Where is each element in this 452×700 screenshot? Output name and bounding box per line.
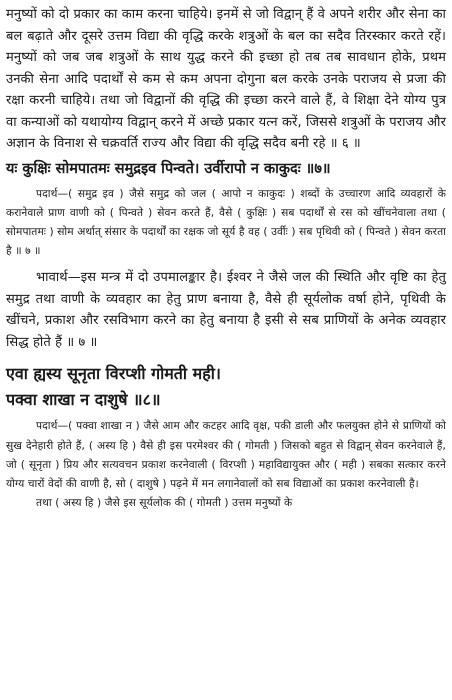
continuation-line: तथा ( अस्य हि ) जैसे इस सूर्यलोक की ( गोमती ) उत्तम मनुष्यों के	[36, 497, 293, 510]
bhavartha-6-paragraph: मनुष्यों को दो प्रकार का काम करना चाहिये। इनमें से जो विद्वान् हैं वे अपने शरीर और सेना का बल बढ़ाते और दूसरे उत्तम विद्या की वृद्धि करके शत्रुओं के बल का सदैव तिरस्कार करते रहें। मनुष्यों को जब जब शत्रुओं के साथ युद्ध करने की इच्छा हो तब तब सावधान होके, प्रथम उनकी सेना आदि पदार्थों से कम से कम अपना दोगुना बल करके उनके पराजय से प्रजा की रक्षा करनी चाहिये। तथा जो विद्वानों की वृद्धि की इच्छा करने वाले हैं, वे शिक्षा देने योग्य पुत्र वा कन्याओं को यथायोग्य विद्वान् करने में अच्छे प्रकार यत्न करें, जिससे शत्रुओं के पराजय और अज्ञान के विनाश से चक्रवर्ति राज्य और विद्या की वृद्धि सदैव बनी रहे ॥ ६ ॥	[6, 7, 446, 151]
padartha-7-paragraph: पदार्थ—( समुद्र इव ) जैसे समुद्र को जल ( आपो न काकुदः ) शब्दों के उच्चारण आदि व्यवहारों के करानेवाले प्राण वाणी को ( पिन्वते ) सेवन करते हैं, वैसे ( कुक्षिः ) सब पदार्थों से रस को खींचनेवाला तथा ( सोमपातमः ) सोम अर्थात् संसार के पदार्थों का रक्षक जो सूर्य है वह ( उर्वीः ) सब पृथिवी को ( पिन्वते ) सेवन करता है ॥ ७ ॥	[6, 187, 446, 258]
mantra-8-line-2: पक्वा शाखा न दाशुषे ॥८॥	[6, 390, 161, 410]
mantra-8	[6, 361, 446, 413]
bhavartha-7-paragraph: भावार्थ—इस मन्त्र में दो उपमालङ्कार है। ईश्वर ने जैसे जल की स्थिति और वृष्टि का हेतु समुद्र तथा वाणी के व्यवहार का हेतु प्राण बनाया है, वैसे ही सूर्यलोक वर्षा होने, पृथिवी के खींचने, प्रकाश और रसविभाग करने का हेतु बनाया है इसी से सब प्राणियों के अनेक व्यवहार सिद्ध होते हैं ॥ ७ ॥	[6, 270, 446, 350]
mantra-8-line-1: एवा ह्यस्य सूनृता विरप्शी गोमती मही।	[6, 364, 221, 384]
document-page	[6, 4, 446, 513]
padartha-8-paragraph: पदार्थ—( पक्वा शाखा न ) जैसे आम और कटहर आदि वृक्ष, पकी डाली और फलयुक्त होने से प्राणियों को सुख देनेहारी होते हैं, ( अस्य हि ) वैसे ही इस परमेश्वर की ( गोमती ) जिसको बहुत से विद्वान् सेवन करनेवाले हैं, जो ( सूनृता ) प्रिय और सत्यवचन प्रकाश करनेवाली ( विरप्शी ) महाविद्यायुक्त और ( मही ) सबका सत्कार करने योग्य चारों वेदों की वाणी है, सो ( दाशुषे ) पढ़ने में मन लगानेवालों को सब विद्याओं का प्रकाश करनेवाली है।	[6, 420, 446, 490]
mantra-7-text: यः कुक्षिः सोमपातमः समुद्रइव पिन्वते। उर्वीरापो न काकुदः ॥७॥	[6, 159, 331, 177]
mantra-7	[6, 157, 446, 181]
